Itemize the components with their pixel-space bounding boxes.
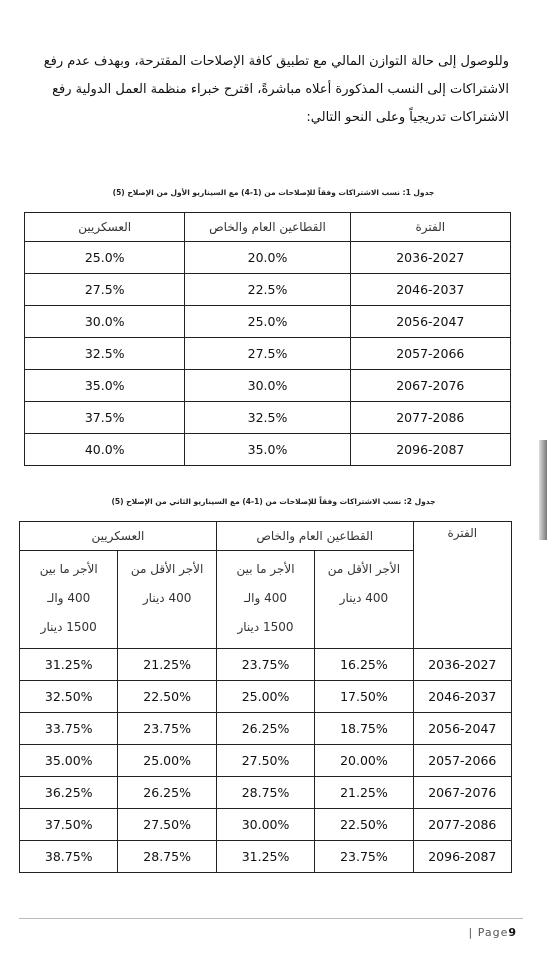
cell-value: 25.0% bbox=[25, 242, 185, 274]
header-line: الأجر الأقل من bbox=[130, 562, 204, 576]
cell-period: 2056-2047 bbox=[413, 713, 511, 745]
cell-value: 35.0% bbox=[185, 434, 350, 466]
cell-value: 28.75% bbox=[118, 841, 216, 873]
cell-value: 37.50% bbox=[20, 809, 118, 841]
page-number bbox=[468, 926, 517, 939]
table2-caption: جدول 2: نسب الاشتراكات وفقاً للإصلاحات من (1-4) مع السيناريو الثاني من الإصلاح (5) bbox=[111, 497, 436, 506]
cell-value: 37.5% bbox=[25, 402, 185, 434]
table-row bbox=[20, 745, 512, 777]
header-line: 1500 دينار bbox=[40, 620, 97, 634]
cell-value: 27.50% bbox=[216, 745, 314, 777]
cell-value: 20.0% bbox=[185, 242, 350, 274]
cell-value: 31.25% bbox=[20, 649, 118, 681]
header-line: 400 دينار bbox=[339, 591, 389, 605]
table-row bbox=[20, 713, 512, 745]
table-row bbox=[25, 370, 511, 402]
header-military: العسكريين bbox=[25, 213, 185, 242]
header-line: 400 دينار bbox=[142, 591, 192, 605]
cell-value: 35.0% bbox=[25, 370, 185, 402]
cell-value: 23.75% bbox=[118, 713, 216, 745]
table-row bbox=[25, 434, 511, 466]
cell-value: 27.50% bbox=[118, 809, 216, 841]
table-row bbox=[25, 274, 511, 306]
header-wage-400-1500 bbox=[20, 551, 118, 649]
page-edge-shadow bbox=[539, 440, 547, 540]
cell-value: 25.0% bbox=[185, 306, 350, 338]
cell-value: 21.25% bbox=[118, 649, 216, 681]
cell-period: 2057-2066 bbox=[413, 745, 511, 777]
table-row bbox=[25, 402, 511, 434]
cell-period: 2067-2076 bbox=[350, 370, 510, 402]
cell-period: 2067-2076 bbox=[413, 777, 511, 809]
cell-value: 25.00% bbox=[118, 745, 216, 777]
cell-value: 23.75% bbox=[216, 649, 314, 681]
header-line: 1500 دينار bbox=[237, 620, 294, 634]
cell-value: 22.50% bbox=[118, 681, 216, 713]
cell-value: 38.75% bbox=[20, 841, 118, 873]
cell-value: 27.5% bbox=[25, 274, 185, 306]
cell-value: 31.25% bbox=[216, 841, 314, 873]
header-line: 400 والـ bbox=[47, 591, 91, 605]
table-group-header-row bbox=[20, 522, 512, 551]
intro-line: الاشتراكات تدريجياً وعلى النحو التالي: bbox=[306, 110, 509, 125]
cell-period: 2046-2037 bbox=[413, 681, 511, 713]
table-row bbox=[20, 809, 512, 841]
table1-caption: جدول 1: نسب الاشتراكات وفقاً للإصلاحات من (1-4) مع السيناريو الأول من الإصلاح (5) bbox=[112, 188, 435, 197]
header-wage-below-400 bbox=[118, 551, 216, 649]
page-footer-rule bbox=[19, 918, 523, 949]
cell-value: 23.75% bbox=[315, 841, 413, 873]
table-row bbox=[20, 841, 512, 873]
header-public-private: القطاعين العام والخاص bbox=[185, 213, 350, 242]
page-word: Page bbox=[477, 926, 509, 939]
cell-value: 32.5% bbox=[25, 338, 185, 370]
cell-value: 36.25% bbox=[20, 777, 118, 809]
cell-value: 22.50% bbox=[315, 809, 413, 841]
cell-value: 32.5% bbox=[185, 402, 350, 434]
intro-line: الاشتراكات إلى النسب المذكورة أعلاه مباشرةً، اقترح خبراء منظمة العمل الدولية رفع bbox=[52, 82, 509, 97]
table-row bbox=[20, 649, 512, 681]
cell-period: 2036-2027 bbox=[350, 242, 510, 274]
cell-value: 16.25% bbox=[315, 649, 413, 681]
cell-value: 28.75% bbox=[216, 777, 314, 809]
table-row bbox=[25, 242, 511, 274]
cell-value: 18.75% bbox=[315, 713, 413, 745]
pager-separator: | bbox=[468, 926, 474, 939]
cell-period: 2056-2047 bbox=[350, 306, 510, 338]
cell-value: 20.00% bbox=[315, 745, 413, 777]
header-line: الأجر الأقل من bbox=[327, 562, 401, 576]
header-line: 400 والـ bbox=[244, 591, 288, 605]
cell-value: 27.5% bbox=[185, 338, 350, 370]
header-period: الفترة bbox=[413, 522, 511, 649]
table-row bbox=[25, 306, 511, 338]
header-public-private: القطاعين العام والخاص bbox=[216, 522, 413, 551]
cell-period: 2046-2037 bbox=[350, 274, 510, 306]
intro-line: وللوصول إلى حالة التوازن المالي مع تطبيق كافة الإصلاحات المقترحة، وبهدف عدم رفع bbox=[43, 54, 509, 69]
table1-contribution-rates bbox=[24, 212, 511, 466]
cell-value: 22.5% bbox=[185, 274, 350, 306]
cell-value: 30.00% bbox=[216, 809, 314, 841]
cell-value: 35.00% bbox=[20, 745, 118, 777]
cell-value: 30.0% bbox=[25, 306, 185, 338]
cell-period: 2057-2066 bbox=[350, 338, 510, 370]
header-wage-400-1500 bbox=[216, 551, 314, 649]
cell-value: 26.25% bbox=[118, 777, 216, 809]
cell-period: 2096-2087 bbox=[350, 434, 510, 466]
cell-value: 32.50% bbox=[20, 681, 118, 713]
cell-value: 30.0% bbox=[185, 370, 350, 402]
table-header-row bbox=[25, 213, 511, 242]
table-row bbox=[20, 777, 512, 809]
header-line: الأجر ما بين bbox=[39, 562, 98, 576]
cell-value: 25.00% bbox=[216, 681, 314, 713]
page-number-value: 9 bbox=[508, 926, 517, 939]
table-row bbox=[20, 681, 512, 713]
cell-period: 2096-2087 bbox=[413, 841, 511, 873]
cell-period: 2077-2086 bbox=[350, 402, 510, 434]
cell-value: 21.25% bbox=[315, 777, 413, 809]
header-military: العسكريين bbox=[20, 522, 217, 551]
cell-period: 2077-2086 bbox=[413, 809, 511, 841]
header-line: الأجر ما بين bbox=[236, 562, 295, 576]
header-wage-below-400 bbox=[315, 551, 413, 649]
header-period: الفترة bbox=[350, 213, 510, 242]
intro-paragraph bbox=[39, 48, 509, 132]
cell-value: 40.0% bbox=[25, 434, 185, 466]
cell-value: 26.25% bbox=[216, 713, 314, 745]
table-row bbox=[25, 338, 511, 370]
cell-value: 17.50% bbox=[315, 681, 413, 713]
cell-value: 33.75% bbox=[20, 713, 118, 745]
table2-contribution-rates-by-wage bbox=[19, 521, 512, 873]
cell-period: 2036-2027 bbox=[413, 649, 511, 681]
